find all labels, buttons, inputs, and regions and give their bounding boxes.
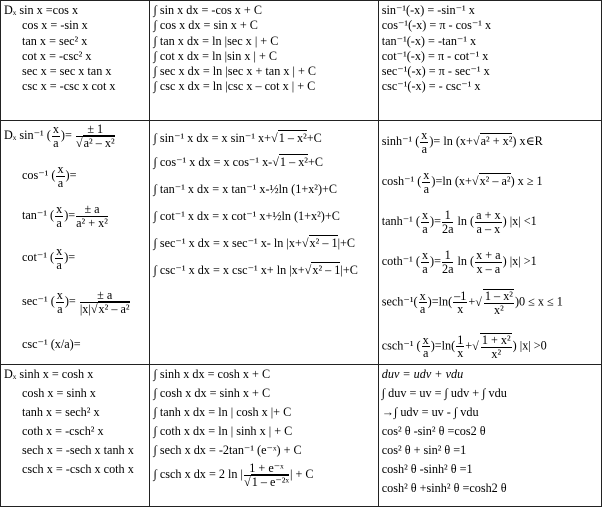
denominator: √1 – e⁻²ˣ — [243, 474, 289, 489]
denominator: a — [57, 301, 63, 316]
formula-int-cosh: ∫ cosh x dx = sinh x + C — [153, 386, 271, 400]
close-eq: )= — [60, 128, 72, 143]
formula-d-sec: sec x = sec x tan x — [22, 64, 112, 78]
rhs: )=ln (x+ — [431, 174, 472, 189]
numerator: 1 – x² — [484, 289, 513, 303]
denominator: a — [56, 215, 62, 230]
identity-tan-neg: tan⁻¹(-x) = -tan⁻¹ x — [381, 33, 477, 48]
fraction — [419, 290, 427, 317]
formula-d-sinh: Dₓ sinh x = cosh x — [4, 367, 94, 381]
formula-int-cot: ∫ cot x dx = ln |sin x | + C — [153, 48, 278, 63]
numerator: 1 + x² — [481, 333, 511, 347]
formula-d-sin: Dₓ sin x =cos x — [4, 3, 79, 17]
cell-inverse-identities — [378, 1, 601, 121]
fraction — [52, 123, 60, 150]
numerator: x — [52, 122, 59, 136]
formula-int-tan: ∫ tan x dx = ln |sec x | + C — [153, 33, 279, 48]
domain: ) |x| <1 — [502, 214, 537, 229]
formula-arcsinh: sinh⁻¹ ( $\frac{x}{a}$ )= ln (x+√a² + x²) x∈R — [381, 128, 543, 156]
formula-d-arcsec — [4, 289, 147, 337]
formula-int-sinh: ∫ sinh x dx = cosh x + C — [153, 367, 271, 381]
numerator: x — [56, 202, 63, 216]
formula-d-csch: csch x = -csch x coth x — [22, 462, 134, 476]
formula-int-arcsec: ∫ sec⁻¹ x dx = x sec⁻¹ x- ln |x+√x² – 1|+C — [153, 236, 356, 250]
denominator: x² — [491, 346, 502, 361]
numerator: x — [421, 248, 429, 262]
row-hyperbolic — [1, 365, 602, 507]
fn-label: sech⁻¹( — [381, 294, 418, 309]
identity-sin-neg: sin⁻¹(-x) = -sin⁻¹ x — [381, 3, 475, 17]
plus: + — [468, 294, 476, 309]
formula-arcsech — [382, 289, 599, 333]
fraction — [422, 334, 430, 361]
radicand: x² – a² — [479, 174, 511, 189]
denominator: x — [457, 346, 464, 361]
constant: +C — [307, 155, 323, 169]
cell-inverse-integrals — [150, 121, 378, 365]
denominator: a — [57, 175, 64, 190]
formula-d-csc: csc x = -csc x cot x — [22, 79, 116, 94]
fn-label: sinh⁻¹ ( — [381, 134, 420, 149]
fraction — [456, 334, 464, 361]
fraction — [480, 333, 512, 361]
formula-integration-by-parts: →∫ udv = uv - ∫ vdu — [381, 405, 479, 419]
formula-d-cot: cot x = -csc² x — [22, 48, 92, 63]
denominator: 2a — [441, 221, 454, 236]
formula-int-csc: ∫ csc x dx = ln |csc x – cot x | + C — [153, 79, 316, 94]
formula-text: ∫ cos⁻¹ x dx = x cos⁻¹ x- — [153, 155, 273, 169]
denominator: √a² – x² — [75, 135, 115, 150]
fraction — [55, 203, 63, 230]
formula-d-tanh: tanh x = sech² x — [22, 405, 100, 419]
cell-hyperbolic-derivatives — [1, 365, 150, 507]
numerator: x — [423, 168, 430, 182]
fraction — [422, 169, 430, 196]
numerator: ± a — [76, 203, 108, 217]
fn-label: tan⁻¹ ( — [22, 208, 55, 223]
formula-int-arccos: ∫ cos⁻¹ x dx = x cos⁻¹ x-√1 – x²+C — [153, 155, 323, 169]
numerator: x + a — [476, 248, 501, 262]
formula-d-sech: sech x = -sech x tanh x — [22, 443, 134, 457]
radical: √ $\frac{\text{1 – x²}}{\text{x²}}$ — [475, 289, 513, 317]
fraction — [421, 249, 429, 276]
dx-label: Dₓ — [4, 128, 17, 143]
fn-label: sec⁻¹ ( — [22, 294, 55, 309]
numerator: x — [57, 162, 64, 176]
constant: +C — [306, 131, 322, 145]
radicand: x² – 1 — [312, 263, 341, 277]
fraction — [56, 163, 64, 190]
numerator: x — [56, 288, 63, 302]
formula-int-sech: ∫ sech x dx = -2tan⁻¹ (e⁻ˣ) + C — [153, 443, 302, 457]
numerator: x — [56, 244, 63, 258]
ln-open: ln ( — [454, 254, 475, 269]
radicand: a² – x² — [83, 135, 115, 150]
formula-d-cosh: cosh x = sinh x — [22, 386, 96, 400]
numerator: –1 — [454, 288, 467, 303]
close-eq: )= — [64, 208, 76, 223]
formula-text: ∫ sec⁻¹ x dx = x sec⁻¹ x- ln |x+ — [153, 236, 302, 250]
fraction — [420, 129, 428, 156]
formula-int-tanh: ∫ tanh x dx = ln | cosh x |+ C — [153, 405, 292, 419]
close-eq: )= — [65, 168, 77, 183]
close-eq: )= — [430, 214, 441, 229]
radicand: 1 – e⁻²ˣ — [251, 474, 289, 489]
denominator: 2a — [441, 261, 454, 276]
radicand: 1 – x² — [278, 131, 307, 145]
denominator: a — [421, 141, 428, 156]
fraction — [442, 209, 454, 236]
formula-hyp-pythagorean: cosh² θ -sinh² θ =1 — [381, 462, 473, 476]
numerator: ± 1 — [76, 123, 115, 137]
denominator: a — [423, 181, 430, 196]
formula-d-arcsin — [4, 123, 147, 163]
formula-arccoth — [382, 249, 599, 289]
denominator: |x|√x² – a² — [79, 301, 130, 316]
fraction — [483, 289, 514, 317]
formula-int-sin: ∫ sin x dx = -cos x + C — [153, 3, 262, 17]
fraction — [76, 123, 115, 150]
formula-arctanh — [382, 209, 599, 249]
close-eq: )= — [64, 250, 76, 265]
radicand: a² + x² — [480, 134, 513, 149]
formula-int-arcsin: ∫ sin⁻¹ x dx = x sin⁻¹ x+√1 – x²+C — [153, 131, 322, 145]
formula-text: ∫ csc⁻¹ x dx = x csc⁻¹ x+ ln |x+ — [153, 263, 305, 277]
denominator: x² — [494, 302, 504, 317]
fraction — [244, 462, 289, 489]
identity-cot-neg: cot⁻¹(-x) = π - cot⁻¹ x — [381, 48, 489, 63]
fn-label: coth⁻¹ ( — [381, 254, 420, 269]
fraction — [55, 245, 63, 272]
row-trig — [1, 1, 602, 121]
formula-int-arccsc: ∫ csc⁻¹ x dx = x csc⁻¹ x+ ln |x+√x² – 1|+C — [153, 263, 358, 277]
numerator: x — [419, 288, 426, 303]
formula-int-cos: ∫ cos x dx = sin x + C — [153, 18, 258, 33]
fn-label: tanh⁻¹ ( — [381, 214, 420, 229]
rhs: )=ln( — [430, 338, 456, 353]
fn-label: cosh⁻¹ ( — [381, 174, 422, 189]
fn-label: cot⁻¹ ( — [22, 250, 55, 265]
numerator: x — [421, 208, 429, 222]
cell-trig-derivatives — [1, 1, 150, 121]
formula-d-arccos — [4, 163, 147, 203]
denominator: x – a — [476, 261, 501, 276]
formula-d-cos: cos x = -sin x — [22, 18, 88, 33]
formula-int-sec: ∫ sec x dx = ln |sec x + tan x | + C — [153, 64, 317, 78]
identity-cos-neg: cos⁻¹(-x) = π - cos⁻¹ x — [381, 18, 492, 33]
rhs: )=ln( — [427, 294, 453, 309]
constant: |+C — [337, 236, 356, 250]
domain: ) |x| >0 — [512, 338, 547, 353]
ln-open: ln ( — [454, 214, 475, 229]
fraction — [475, 209, 501, 236]
numerator: a + x — [476, 208, 501, 222]
fn-label: csch⁻¹ ( — [381, 338, 421, 353]
constant: |+C — [340, 263, 358, 277]
numerator: x — [422, 332, 429, 347]
row-inverse — [1, 121, 602, 365]
constant: | + C — [290, 467, 314, 482]
formula-d-tan: tan x = sec² x — [22, 33, 88, 48]
fraction — [80, 289, 130, 316]
identity-sec-neg: sec⁻¹(-x) = π - sec⁻¹ x — [381, 64, 490, 78]
formula-int-csch — [153, 462, 375, 489]
denominator: a — [56, 257, 62, 272]
numerator: 1 + e⁻ˣ — [244, 462, 289, 476]
radicand: x² – a² — [98, 301, 130, 316]
formula-cosh-double: cosh² θ +sinh² θ =cosh2 θ — [381, 481, 507, 495]
cell-inverse-derivatives — [1, 121, 150, 365]
numerator: 1 — [442, 249, 454, 263]
formula-d-coth: coth x = -csch² x — [22, 424, 104, 438]
formula-int-arccot: ∫ cot⁻¹ x dx = x cot⁻¹ x+½ln (1+x²)+C — [153, 209, 340, 223]
denominator: x — [457, 302, 464, 317]
plus: + — [465, 338, 473, 353]
formula-arccsch — [382, 333, 599, 361]
fn-label: cos⁻¹ ( — [22, 168, 56, 183]
formula-int-arctan: ∫ tan⁻¹ x dx = x tan⁻¹ x-½ln (1+x²)+C — [153, 182, 338, 196]
formula-product-rule: duv = udv + vdu — [381, 367, 464, 381]
fraction — [421, 209, 429, 236]
denominator: a — [422, 346, 429, 361]
formula-d-arctan — [4, 203, 147, 245]
denominator: a² + x² — [76, 215, 108, 230]
formula-cos-double: cos² θ -sin² θ =cos2 θ — [381, 424, 486, 438]
formula-text: ∫ csch x dx = 2 ln | — [153, 467, 243, 482]
formula-d-arccsc: csc⁻¹ (x/a)= — [22, 337, 81, 351]
fraction — [475, 249, 501, 276]
domain: )0 ≤ x ≤ 1 — [514, 294, 563, 309]
formula-int-coth: ∫ coth x dx = ln | sinh x | + C — [153, 424, 293, 438]
denominator: a — [53, 135, 59, 150]
domain: ) x∈R — [512, 134, 543, 149]
domain: ) x ≥ 1 — [510, 174, 543, 189]
formula-text: ∫ sin⁻¹ x dx = x sin⁻¹ x+ — [153, 131, 271, 145]
formula-d-arccot — [4, 245, 147, 289]
numerator: 1 — [457, 332, 464, 347]
cell-trig-integrals — [150, 1, 378, 121]
fraction — [76, 203, 108, 230]
fraction — [442, 249, 454, 276]
close-eq: )= — [64, 294, 76, 309]
cell-hyperbolic-integrals — [150, 365, 378, 507]
formula-pythagorean: cos² θ + sin² θ =1 — [381, 443, 467, 457]
fraction — [453, 290, 467, 317]
fraction — [56, 289, 64, 316]
numerator: x — [421, 128, 428, 142]
cell-misc-identities — [378, 365, 601, 507]
denominator: a — [419, 302, 426, 317]
numerator: ± a — [80, 289, 130, 303]
radicand: x² – 1 — [309, 236, 338, 250]
domain: ) |x| >1 — [502, 254, 537, 269]
denominator: a — [422, 261, 428, 276]
radicand: 1 – x² — [279, 155, 308, 169]
denominator: a — [422, 221, 428, 236]
numerator: 1 — [442, 209, 454, 223]
rhs: )= ln (x+ — [429, 134, 473, 149]
abs-x: |x| — [79, 301, 91, 316]
cell-hyperbolic-inverse — [378, 121, 601, 365]
denominator: a – x — [476, 221, 501, 236]
identity-csc-neg: csc⁻¹(-x) = - csc⁻¹ x — [381, 79, 481, 94]
formula-arccosh: cosh⁻¹ ( $\frac{x}{a}$ )=ln (x+√x² – a²) x ≥ 1 — [381, 168, 543, 196]
fn-label: sin⁻¹ ( — [19, 128, 51, 143]
radical: √ $\frac{\text{1 + x²}}{\text{x²}}$ — [472, 333, 511, 361]
formula-integral-product: ∫ duv = uv = ∫ udv + ∫ vdu — [381, 386, 507, 400]
close-eq: )= — [430, 254, 441, 269]
